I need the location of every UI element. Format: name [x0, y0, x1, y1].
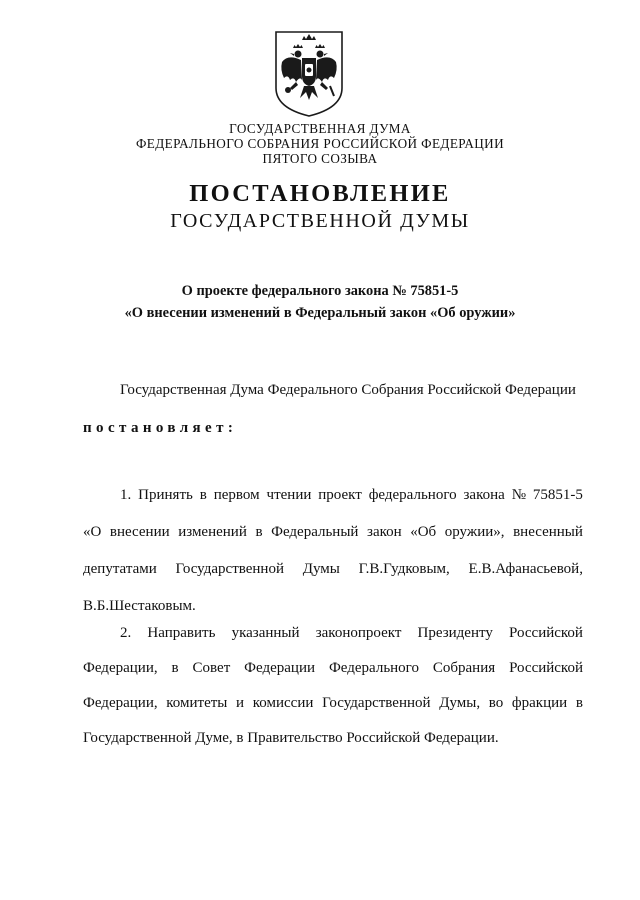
issuer-line-2: ФЕДЕРАЛЬНОГО СОБРАНИЯ РОССИЙСКОЙ ФЕДЕРАЦИИ	[135, 136, 505, 151]
subject-line-1: О проекте федерального закона № 75851-5	[181, 283, 459, 299]
paragraph-line: В.Б.Шестаковым.	[83, 598, 196, 614]
paragraph-line: Федерации, комитеты и комиссии Государственной Думы, во фракции в	[83, 695, 583, 711]
coat-of-arms-icon	[274, 30, 344, 118]
paragraph-line: депутатами Государственной Думы Г.В.Гудковым, Е.В.Афанасьевой,	[83, 561, 583, 577]
paragraph-line: Государственной Думе, в Правительство Российской Федерации.	[83, 730, 499, 746]
issuer-line-1: ГОСУДАРСТВЕННАЯ ДУМА	[229, 121, 411, 136]
paragraph-line: 2. Направить указанный законопроект Президенту Российской	[120, 625, 583, 641]
paragraph-line: «О внесении изменений в Федеральный закон «Об оружии», внесенный	[83, 524, 583, 540]
issuer-header	[0, 121, 640, 166]
document-type-title: ПОСТАНОВЛЕНИЕ	[189, 180, 451, 207]
document-subject	[0, 280, 640, 324]
paragraph-line: 1. Принять в первом чтении проект федерального закона № 75851-5	[120, 487, 583, 503]
resolves-word: постановляет:	[83, 420, 238, 436]
paragraph-line: Федерации, в Совет Федерации Федерального Собрания Российской	[83, 660, 583, 676]
document-subtype-title: ГОСУДАРСТВЕННОЙ ДУМЫ	[170, 210, 470, 232]
issuer-line-3: ПЯТОГО СОЗЫВА	[262, 151, 378, 166]
preamble-text: Государственная Дума Федерального Собрания Российской Федерации	[120, 382, 576, 398]
subject-line-2: «О внесении изменений в Федеральный закон «Об оружии»	[124, 305, 516, 321]
